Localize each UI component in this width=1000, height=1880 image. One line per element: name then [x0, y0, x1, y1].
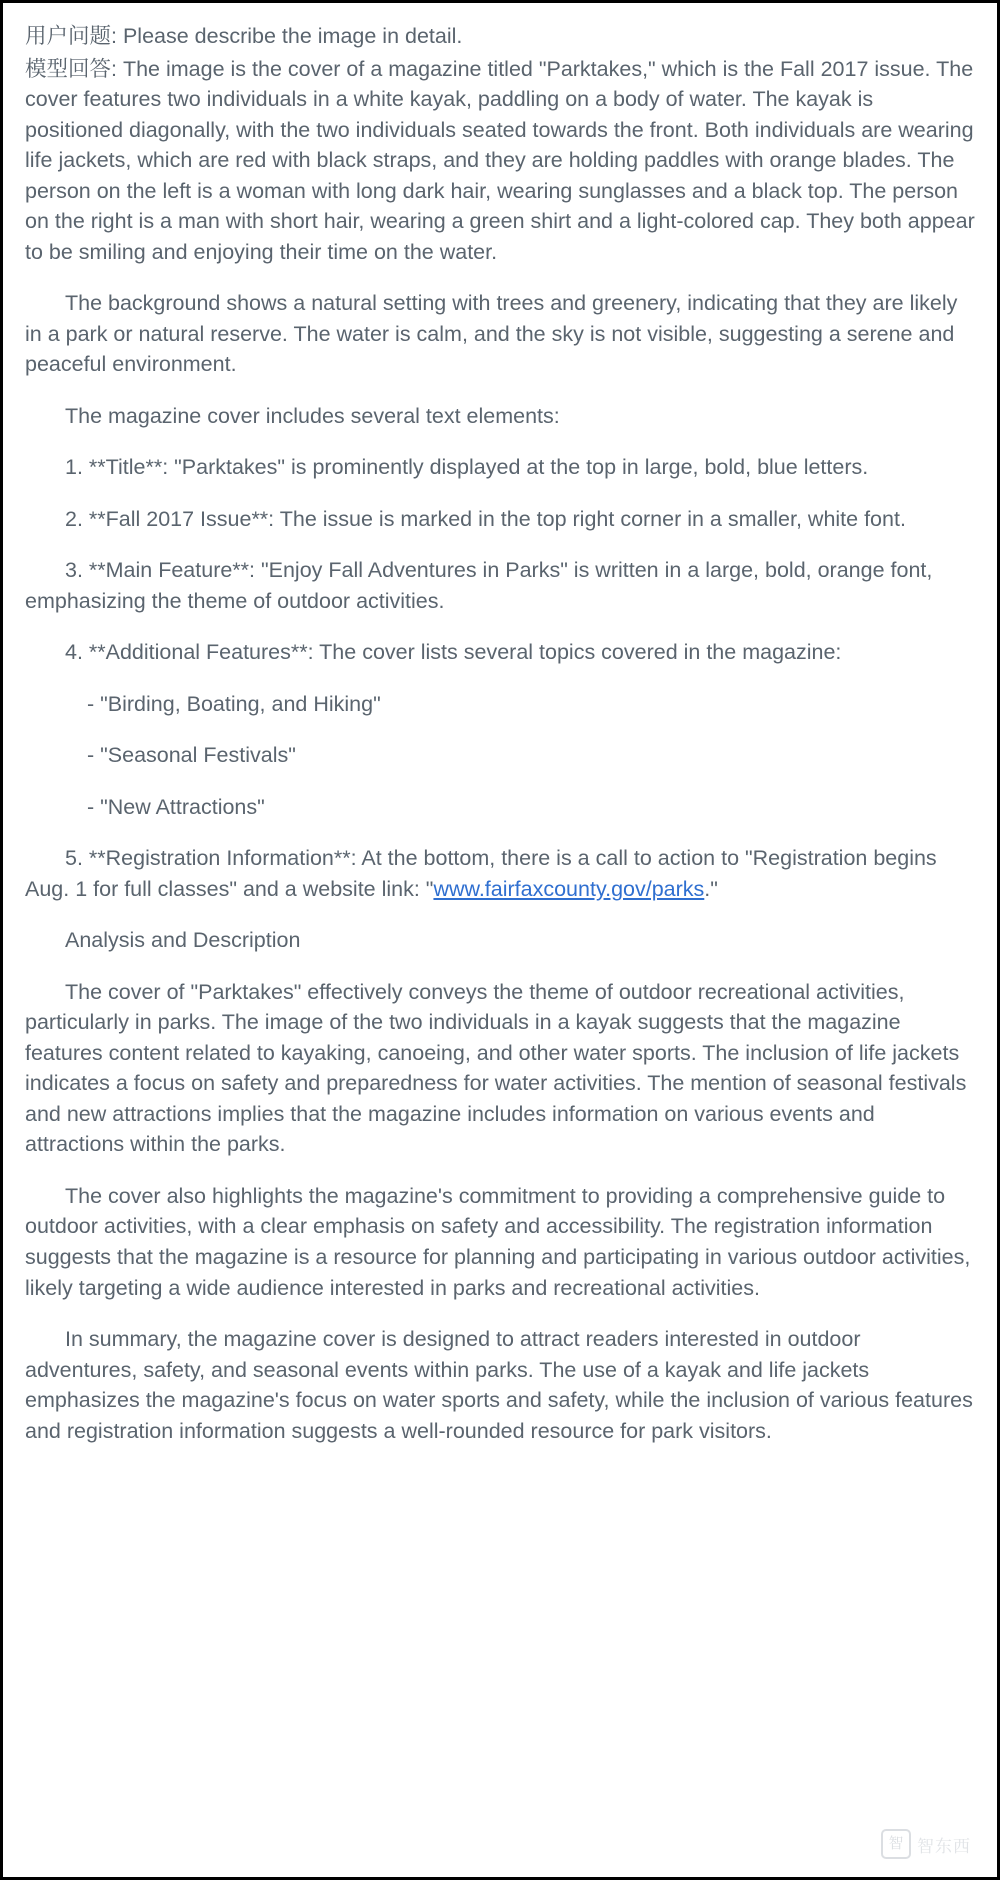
paragraph-background: The background shows a natural setting with trees and greenery, indicating that they are likely in a park or natural reserve. The water is calm, and the sky is not visible, suggesting a serene and peaceful environment. — [25, 291, 958, 377]
analysis-heading: Analysis and Description — [65, 928, 301, 953]
watermark-text: 智东西 — [917, 1836, 971, 1856]
registration-suffix: ." — [704, 876, 718, 901]
qa-block — [25, 21, 975, 1446]
paragraph-item-main-feature: 3. **Main Feature**: "Enjoy Fall Adventures in Parks" is written in a large, bold, orange font, emphasizing the theme of outdoor activities. — [25, 558, 933, 613]
list-item: - "Seasonal Festivals" — [87, 743, 296, 768]
question-text: : Please describe the image in detail. — [111, 24, 463, 48]
paragraph-text-elements-intro: The magazine cover includes several text elements: — [65, 403, 560, 428]
list-item: - "Birding, Boating, and Hiking" — [87, 691, 381, 716]
paragraph-item-title: 1. **Title**: "Parktakes" is prominently displayed at the top in large, bold, blue letters. — [65, 455, 869, 480]
paragraph-item-additional-features: 4. **Additional Features**: The cover lists several topics covered in the magazine: — [65, 640, 842, 665]
paragraph-item-registration — [25, 843, 975, 904]
analysis-paragraph-3: In summary, the magazine cover is designed to attract readers interested in outdoor adventures, safety, and seasonal events within parks. The use of a kayak and life jackets emphasizes the magazine's focus on water sports and safety, while the inclusion of various features and registration information suggests a well-rounded resource for park visitors. — [25, 1327, 973, 1443]
answer-intro-text: : The image is the cover of a magazine titled "Parktakes," which is the Fall 2017 issue. The cover features two individuals in a white kayak, paddling on a body of water. The kayak is positioned diagonally, with the two individuals seated towards the front. Both individuals are wearing life jackets, which are red with black straps, and they are holding paddles with orange blades. The person on the left is a woman with long dark hair, wearing sunglasses and a black top. The person on the right is a man with short hair, wearing a green shirt and a light-colored cap. They both appear to be smiling and enjoying their time on the water. — [25, 56, 975, 264]
watermark-logo-icon: 智 — [881, 1829, 911, 1859]
parks-website-link[interactable]: www.fairfaxcounty.gov/parks — [433, 876, 705, 901]
watermark — [881, 1829, 971, 1859]
analysis-paragraph-2: The cover also highlights the magazine's commitment to providing a comprehensive guide to outdoor activities, with a clear emphasis on safety and accessibility. The registration information suggests that the magazine is a resource for planning and participating in various outdoor activities, likely targeting a wide audience interested in parks and recreational activities. — [25, 1183, 971, 1300]
question-label: 用户问题 — [25, 24, 112, 48]
registration-prefix: 5. **Registration Information**: At the bottom, there is a call to action to "Registration begins Aug. 1 for full classes" and a website link: " — [25, 846, 937, 901]
answer-label: 模型回答 — [25, 56, 112, 81]
list-item: - "New Attractions" — [87, 794, 265, 819]
paragraph-item-issue: 2. **Fall 2017 Issue**: The issue is marked in the top right corner in a smaller, white font. — [65, 506, 906, 531]
analysis-paragraph-1: The cover of "Parktakes" effectively conveys the theme of outdoor recreational activities, particularly in parks. The image of the two individuals in a kayak suggests that the magazine features content related to kayaking, canoeing, and other water sports. The inclusion of life jackets indicates a focus on safety and preparedness for water activities. The mention of seasonal festivals and new attractions implies that the magazine includes information on various events and attractions within the parks. — [25, 979, 967, 1157]
question-line — [25, 21, 975, 52]
answer-intro-paragraph — [25, 54, 975, 268]
